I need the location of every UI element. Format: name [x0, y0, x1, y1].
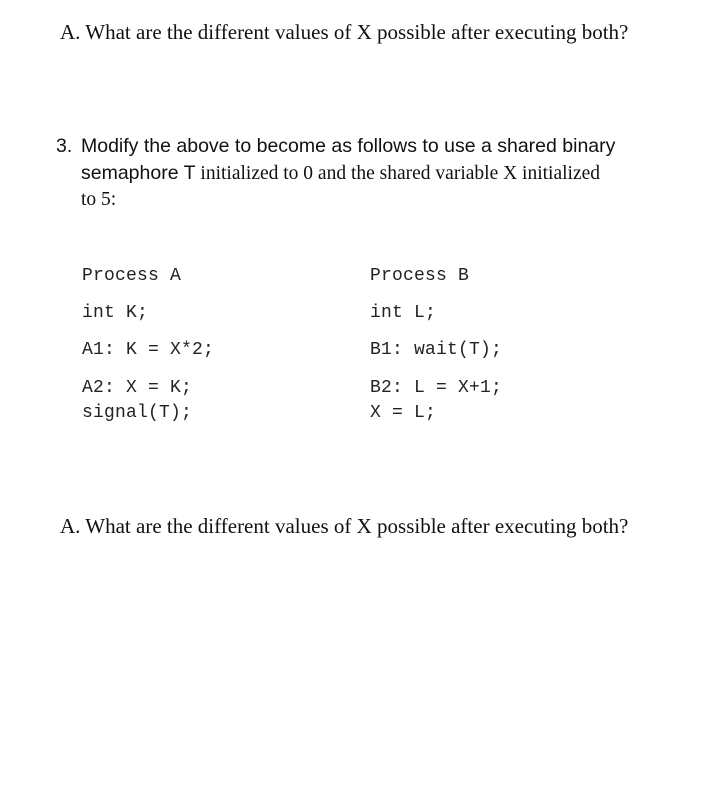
- process-a-line: A1: K = X*2;: [82, 340, 215, 360]
- problem-3-line-2-serif: initialized to 0 and the shared variable X initialized: [195, 163, 601, 184]
- process-b-line: int L;: [370, 303, 437, 323]
- process-b-line: B2: L = X+1;: [370, 378, 503, 398]
- process-a-line: signal(T);: [82, 403, 193, 423]
- process-b-line: B1: wait(T);: [370, 340, 503, 360]
- problem-3-line-2: [81, 162, 600, 185]
- problem-3-number: 3.: [56, 135, 73, 157]
- question-a-bottom: A. What are the different values of X possible after executing both?: [60, 514, 629, 538]
- process-a-line: int K;: [82, 303, 149, 323]
- problem-3-line-1: Modify the above to become as follows to use a shared binary: [81, 135, 616, 157]
- process-b-title: Process B: [370, 266, 470, 286]
- process-a-line: A2: X = K;: [82, 378, 193, 398]
- process-a-title: Process A: [82, 266, 182, 286]
- question-a-top: A. What are the different values of X possible after executing both?: [60, 20, 629, 44]
- problem-3-line-3: to 5:: [81, 189, 117, 210]
- process-b-line: X = L;: [370, 403, 437, 423]
- problem-3-line-2-sans: semaphore T: [81, 162, 196, 184]
